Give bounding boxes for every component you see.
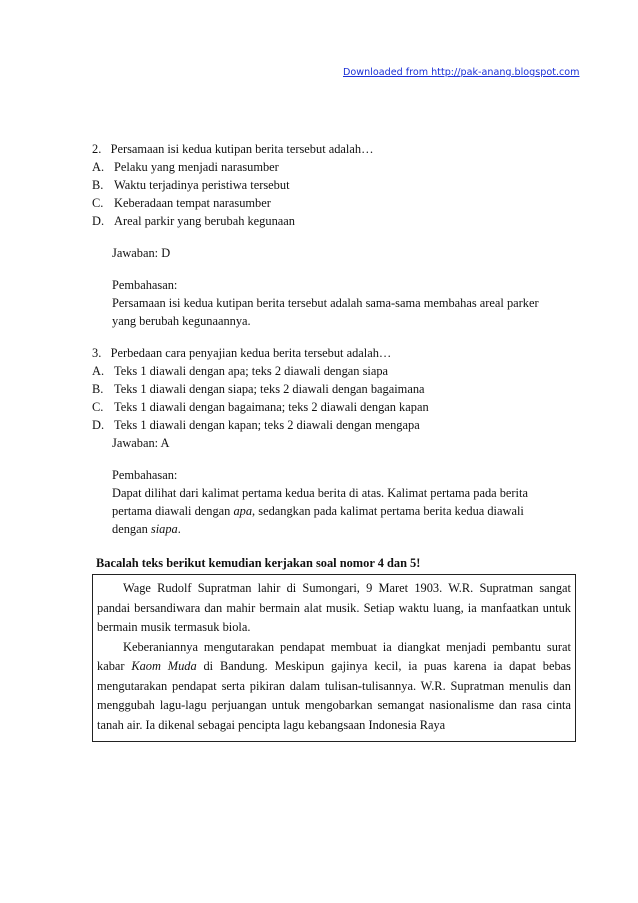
option-d: D. Teks 1 diawali dengan kapan; teks 2 diawali dengan mengapa <box>92 418 420 432</box>
question-2-stem <box>92 140 572 158</box>
discussion-label: Pembahasan: <box>112 468 178 482</box>
reading-instruction: Bacalah teks berikut kemudian kerjakan soal nomor 4 dan 5! <box>96 556 421 570</box>
discussion-text: Persamaan isi kedua kutipan berita tersebut adalah sama-sama membahas areal parker <box>112 296 539 310</box>
discussion-text: yang berubah kegunaannya. <box>112 314 251 328</box>
answer: Jawaban: D <box>112 246 171 260</box>
document-body <box>92 140 572 572</box>
question-text: Perbedaan cara penyajian kedua berita tersebut adalah… <box>110 346 392 360</box>
question-3-stem <box>92 344 572 362</box>
question-number: 2. <box>92 142 102 156</box>
option-d: D. Areal parkir yang berubah kegunaan <box>92 214 295 228</box>
option-c: C. Teks 1 diawali dengan bagaimana; teks 2 diawali dengan kapan <box>92 400 429 414</box>
answer: Jawaban: A <box>112 436 170 450</box>
option-b: B. Waktu terjadinya peristiwa tersebut <box>92 178 290 192</box>
option-a: A. Pelaku yang menjadi narasumber <box>92 160 279 174</box>
option-b: B. Teks 1 diawali dengan siapa; teks 2 diawali dengan bagaimana <box>92 382 425 396</box>
discussion-label: Pembahasan: <box>112 278 178 292</box>
passage-paragraph-1: Wage Rudolf Supratman lahir di Sumongari, 9 Maret 1903. W.R. Supratman sangat pandai bersandiwara dan mahir bermain alat musik. Setiap waktu luang, ia manfaatkan untuk bermain musik termasuk biola. <box>97 581 571 634</box>
discussion-text: pertama diawali dengan apa, sedangkan pada kalimat pertama berita kedua diawali <box>112 504 524 518</box>
discussion-text: dengan siapa. <box>112 522 181 536</box>
question-text: Persamaan isi kedua kutipan berita tersebut adalah… <box>110 142 374 156</box>
option-c: C. Keberadaan tempat narasumber <box>92 196 271 210</box>
reading-passage-box <box>92 574 576 742</box>
discussion-text: Dapat dilihat dari kalimat pertama kedua berita di atas. Kalimat pertama pada berita <box>112 486 528 500</box>
passage-paragraph-2: Keberaniannya mengutarakan pendapat membuat ia diangkat menjadi pembantu surat kabar Kaom Muda di Bandung. Meskipun gajinya kecil, ia puas karena ia dapat bebas mengutarakan pendapat serta pikiran dalam tulisan-tulisannya. W.R. Supratman menulis dan menggubah lagu-lagu perjuangan untuk mengobarkan semangat nasionalisme dan rasa cinta tanah air. Ia dikenal sebagai pencipta lagu kebangsaan Indonesia Raya <box>97 639 571 732</box>
option-a: A. Teks 1 diawali dengan apa; teks 2 diawali dengan siapa <box>92 364 389 378</box>
question-number: 3. <box>92 346 102 360</box>
download-source-link[interactable]: Downloaded from http://pak-anang.blogspot.com <box>343 67 580 78</box>
